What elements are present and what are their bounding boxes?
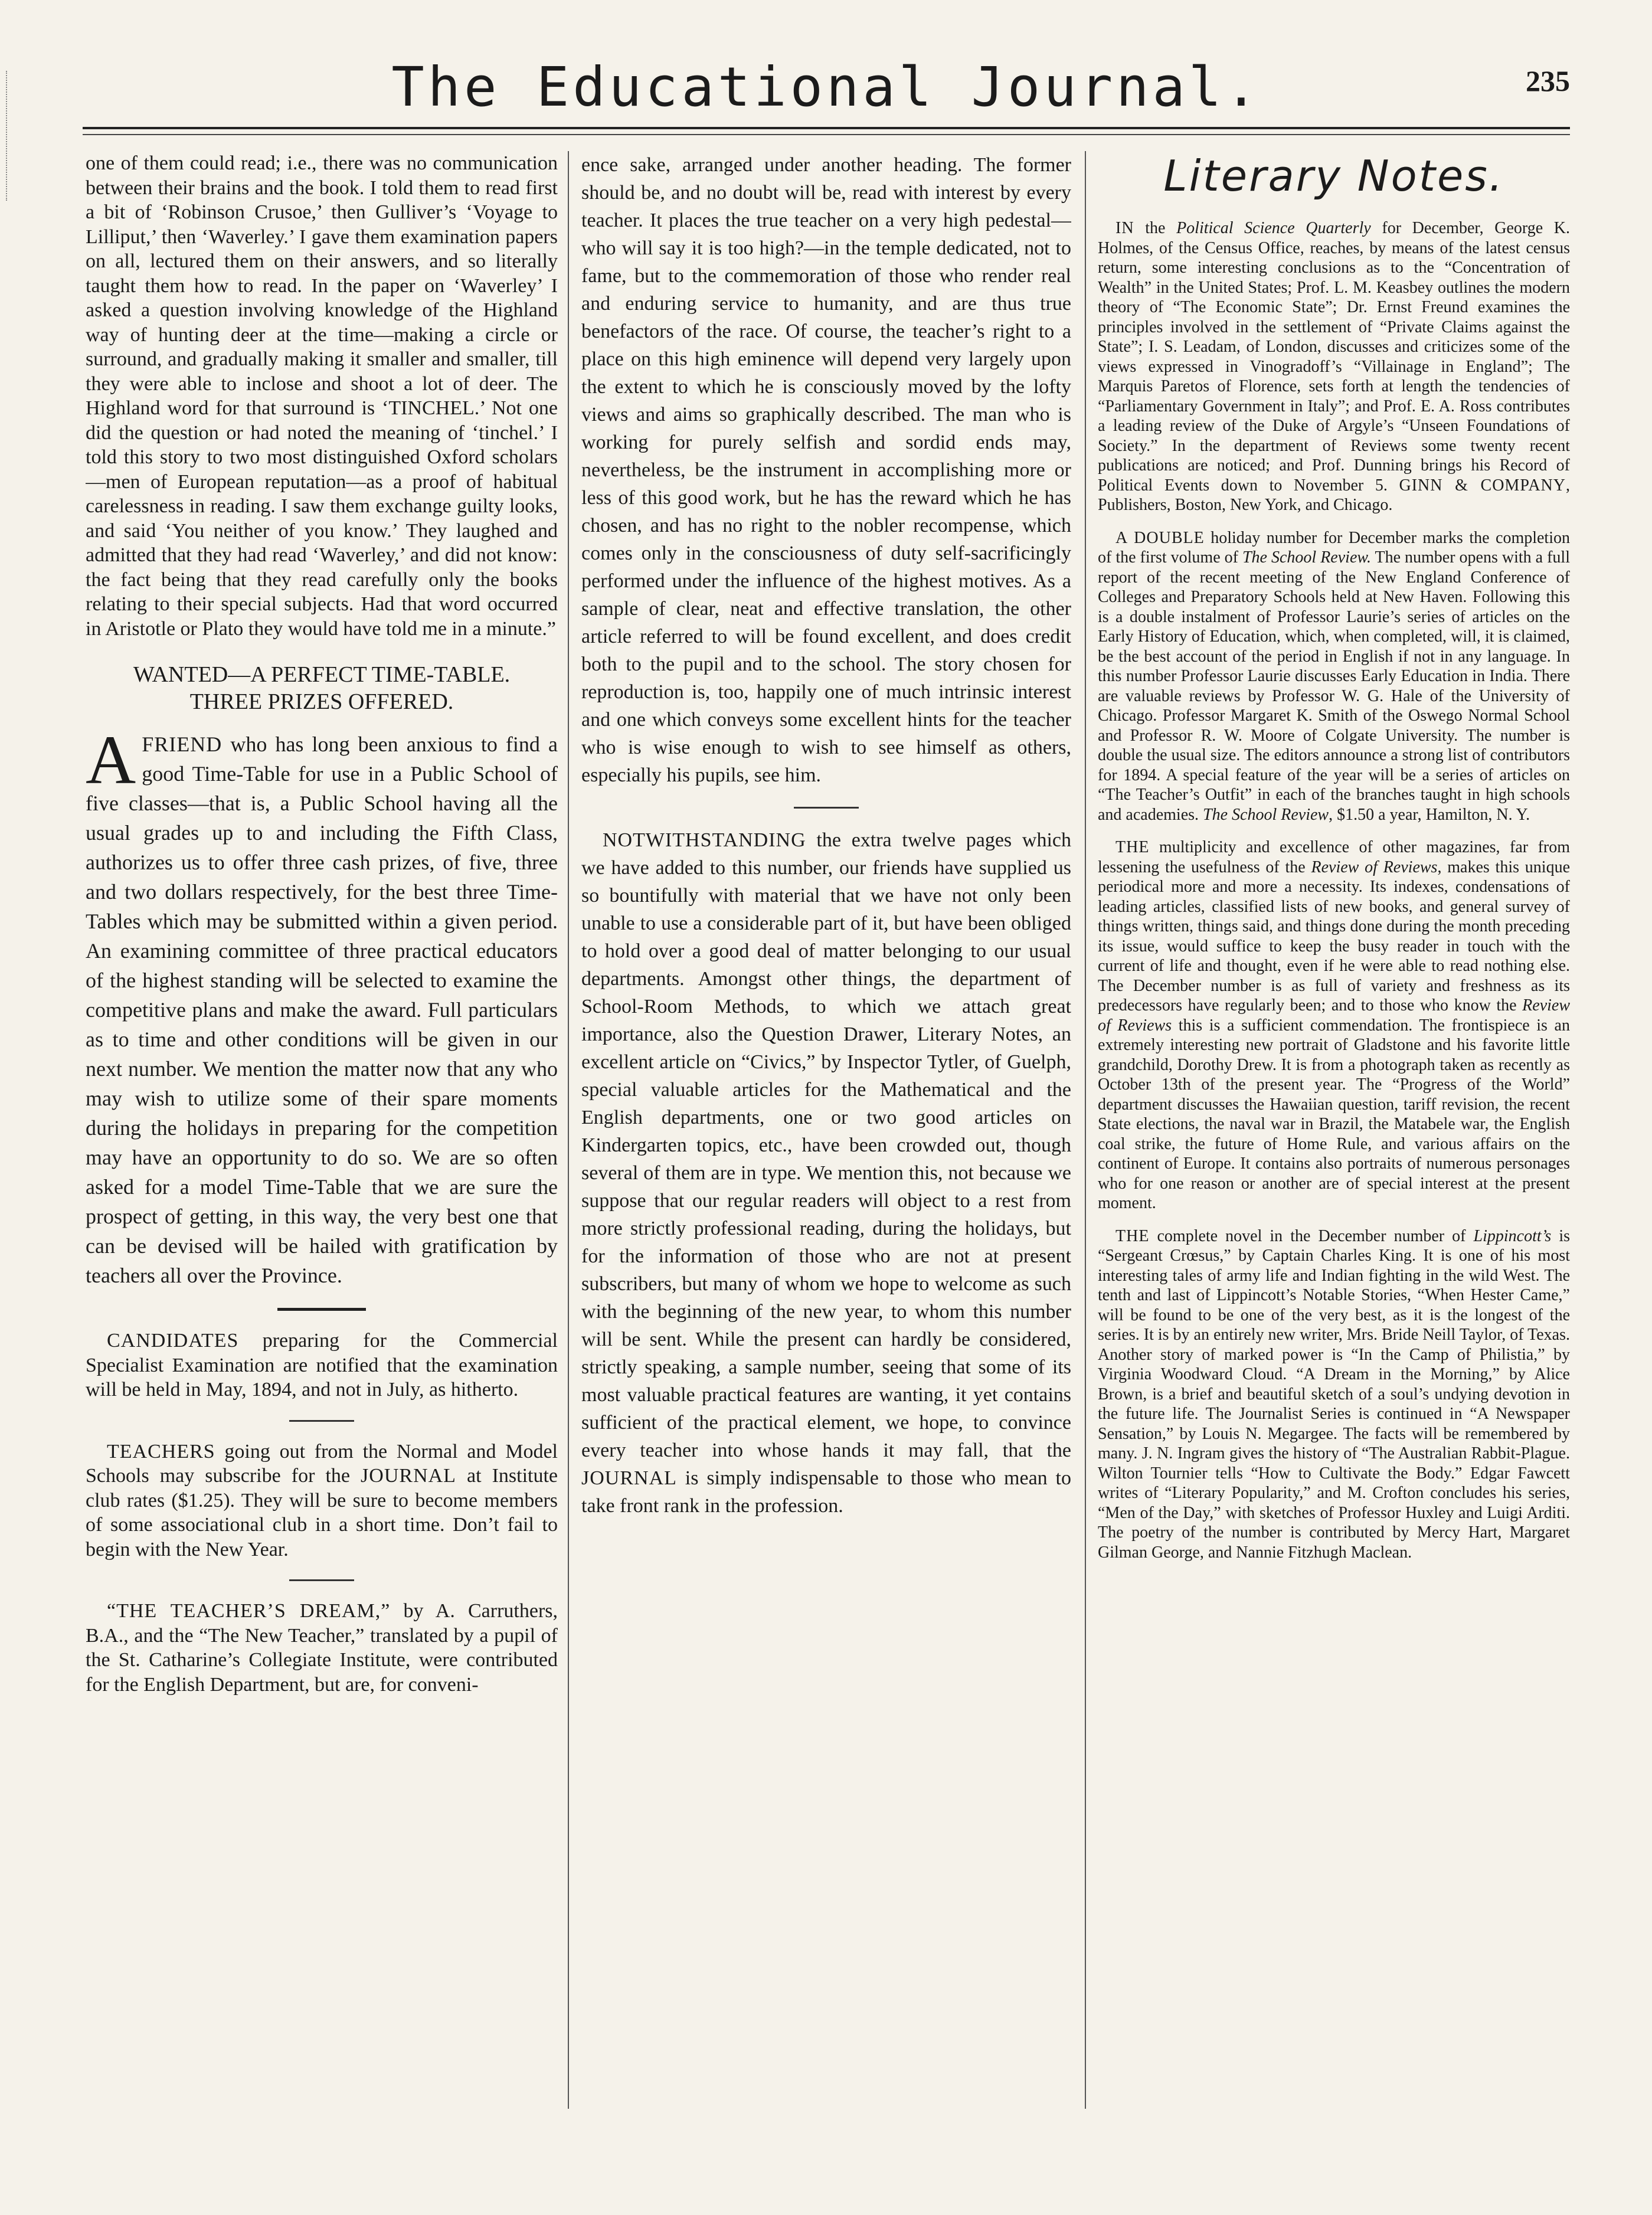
p2-lead: A DOUBLE <box>1115 528 1205 547</box>
candidates-text: preparing for the Commercial Specialist Examination are notified that the examination will be held in May, 1894, and not in July, as hitherto. <box>86 1330 558 1401</box>
page-number: 235 <box>1526 64 1570 97</box>
timetable-lead-word: FRIEND <box>142 732 223 756</box>
column-divider-2 <box>1085 151 1086 2109</box>
p2-text-c: , $1.50 a year, Hamilton, N. Y. <box>1329 805 1530 824</box>
teachers-text-a: going out from the Normal and Model Schools may subscribe for the <box>86 1440 558 1487</box>
teachers-dream-text: by A. Carruthers, B.A., and the “The New Teacher,” translated by a pupil of the St. Catharine’s Collegiate Institute, were contributed for the English Department, but are, for conveni- <box>86 1600 558 1696</box>
school-review-paragraph <box>1098 528 1570 825</box>
p1-text-a: the <box>1134 219 1177 237</box>
teachers-dream-lead: “THE TEACHER’S DREAM,” <box>107 1600 391 1622</box>
section-title-timetable <box>86 661 558 715</box>
section-title-line-1: WANTED—A PERFECT TIME-TABLE. <box>133 662 511 687</box>
drop-cap: A <box>86 721 136 799</box>
p2-text-a: holiday number for December marks the completion of the first volume of <box>1098 528 1570 567</box>
column-2-divider <box>794 807 859 809</box>
p3-text-a: multiplicity and excellence of other magazines, far from lessening the usefulness of the <box>1098 838 1570 876</box>
p3-text-c: this is a sufficient commendation. The frontispiece is an extremely interesting new portrait of Gladstone and his favorite little grandchild, Dorothy Drew. It is from a photograph taken as recently as October 13th of the present year. The “Progress of the World” department discusses the Hawaiian question, tariff revision, the recent State elections, the naval war in Brazil, the Matabele war, the English coal strike, the future of Home Rule, and various affairs on the continent of Europe. It contains also portraits of numerous personages who for one reason or another are of special interest at the present moment. <box>1098 1016 1570 1212</box>
column-2 <box>581 151 1071 2132</box>
literary-notes-heading: Literary Notes. <box>1163 151 1504 201</box>
p3-text-b: , makes this unique periodical more and more a necessity. Its indexes, condensations of leading articles, classified lists of new books, and general survey of things written, things said, and things done during the month preceding its issue, would suffice to keep the busy reader in touch with the current of life and thought, even if he were able to read nothing else. The December number is as full of variety and freshness as its predecessors have regularly been; and to those who know the <box>1098 858 1570 1015</box>
p4-title: Lippincott’s <box>1473 1226 1552 1245</box>
notwithstanding-paragraph <box>581 826 1071 1520</box>
p2-title: The School Review. <box>1242 548 1371 567</box>
journal-title: The Educational Journal. <box>391 55 1261 119</box>
p1-text-c: , Publishers, Boston, New York, and Chicago. <box>1098 476 1570 514</box>
p2-text-b: The number opens with a full report of the recent meeting of the New England Conference of Colleges and Preparatory Schools held at New Haven. Following this is a double instalment of Professor Laurie’s series of articles on the Early History of Education, which, when completed, will, it is claimed, be the best account of the period in English if not in any language. In this number Professor Laurie discusses Early Education in India. There are valuable reviews by Professor W. G. Hale of the University of Chicago. Professor Margaret K. Smith of the Oswego Normal School and Professor R. W. Moore of Colgate University. The number is double the usual size. The editors announce a strong list of contributors for 1894. A special feature of the year will be a series of articles on “The Teacher’s Outfit” in each of the branches taught in high schools and academies. <box>1098 548 1570 824</box>
p3-title: Review of Reviews <box>1311 858 1438 876</box>
p4-text-b: is “Sergeant Crœsus,” by Captain Charles King. It is one of his most interesting tales of army life and Indian fighting in the wild West. The tenth and last of Lippincott’s Notable Stories, “When Hester Came,” will be found to be one of the very best, as it is the longest of the series. It is by an entirely new writer, Mrs. Bride Neill Taylor, of Texas. Another story of marked power is “In the Camp of Philistia,” by Virginia Woodward Cloud. “A Dream in the Morning,” by Alice Brown, is a brief and beautiful sketch of a soul’s undying devotion in the future life. The Journalist Series is continued in “A Newspaper Sensation,” by Louis N. Megargee. The facts will be remembered by many. J. N. Ingram gives the history of “The Australian Rabbit-Plague. Wilton Tournier tells “How to Cultivate the Body.” Edgar Fawcett writes of “Literary Popularity,” and M. Crofton concludes his series, “Men of the Day,” with sketches of Professor Huxley and Luigi Arditi. The poetry of the number is contributed by Mercy Hart, Margaret Gilman George, and Nannie Fitzhugh Maclean. <box>1098 1226 1570 1562</box>
teachers-text-b: at Institute club rates ($1.25). They will be sure to become members of some associational club in a short time. Don’t fail to begin with the New Year. <box>86 1465 558 1560</box>
notwithstanding-text-a: the extra twelve pages which we have added to this number, our friends have supplied us so bountifully with material that we have not only been unable to use a considerable part of it, but have been obliged to hold over a good deal of matter belonging to our usual departments. Amongst other things, the department of School-Room Methods, to which we attach great importance, also the Question Drawer, Literary Notes, an excellent article on “Civics,” by Inspector Tytler, of Guelph, special valuable articles for the Mathematical and the English departments, one or two good articles on Kindergarten topics, etc., have been crowded out, though several of them are in type. We mention this, not because we suppose that our regular readers will object to a rest from more strictly professional reading, during the holidays, but for the information of those who are not at present subscribers, but many of whom we hope to welcome as such with the beginning of the new year, to whom this number will be sent. While the present can hardly be considered, strictly speaking, a sample number, seeing that some of its most valuable practical features are wanting, it yet contains sufficient of the practical element, we hope, to convince every teacher into whose hands it may fall, that the <box>581 829 1071 1461</box>
notwithstanding-journal: JOURNAL <box>581 1467 677 1489</box>
p4-lead: THE <box>1115 1226 1150 1245</box>
column-3 <box>1098 151 1570 2132</box>
teachers-journal: JOURNAL <box>361 1465 456 1487</box>
notwithstanding-text-b: is simply indispensable to those who mean to take front rank in the profession. <box>581 1467 1071 1517</box>
teachers-dream-paragraph <box>86 1599 558 1697</box>
p1-publisher: GINN & COMPANY <box>1399 476 1566 495</box>
column-1 <box>86 151 558 2132</box>
p1-text-b: for December, George K. Holmes, of the Census Office, reaches, by means of the latest census return, some interesting conclusions as to the “Concentration of Wealth” in the United States; Prof. L. M. Keasbey outlines the modern theory of “The Economic State”; Dr. Ernst Freund examines the principles involved in the settlement of “Private Claims against the State”; I. S. Leadam, of London, discusses and criticizes some of the views expressed in Vinogradoff’s “Villainage in England”; The Marquis Paretos of Florence, sets forth at length the tendencies of “Parliamentary Government in Italy”; and Prof. E. A. Ross contributes a leading review of the Duke of Argyle’s “Unseen Foundations of Society.” In the department of Reviews some twenty recent publications are noticed; and Prof. Dunning brings his Record of Political Events down to November 5. <box>1098 219 1570 495</box>
timetable-text: who has long been anxious to find a good Time-Table for use in a Public School of five classes—that is, a Public School having all the usual grades up to and including the Fifth Class, authorizes us to offer three cash prizes, of five, three and two dollars respectively, for the best three Time-Tables which may be submitted within a given period. An examining committee of three practical educators of the highest standing will be selected to examine the competitive plans and make the award. Full particulars as to time and other conditions will be given in our next number. We mention the matter now that any who may wish to utilize some of their spare moments during the holidays in preparing for the competition may have an opportunity to do so. We are so often asked for a model Time-Table that we are sure the prospect of getting, in this way, the very best one that can be devised will be hailed with gratification by teachers all over the Province. <box>86 732 558 1287</box>
scan-edge-marks <box>6 71 18 201</box>
timetable-paragraph <box>86 721 558 1290</box>
p4-text-a: complete novel in the December number of <box>1149 1226 1474 1245</box>
section-title-line-2: THREE PRIZES OFFERED. <box>189 689 454 714</box>
header-rule <box>83 127 1570 129</box>
header-rule-thin <box>83 134 1570 135</box>
review-of-reviews-paragraph <box>1098 837 1570 1213</box>
column-divider-1 <box>568 151 569 2109</box>
teachers-dream-continued: ence sake, arranged under another heading. The former should be, and no doubt will be, read with interest by every teacher. It places the true teacher on a very high pedestal—who will say it is too high?—in the temple dedicated, not to fame, but to the commemoration of those who render real and enduring service to humanity, and are thus true benefactors of the race. Of course, the teacher’s right to a place on this high eminence will depend very largely upon the extent to which he is consciously moved by the lofty views and aims so graphically described. The man who is working for purely selfish and sordid ends may, nevertheless, be the instrument in accomplishing more or less of this good work, but he has the reward which he has chosen, and has no right to the nobler recompense, which comes only in the consciousness of duty self-sacrificingly performed under the influence of the highest motives. As a sample of clear, neat and effective translation, the other article referred to will be found excellent, and does credit both to the pupil and to the school. The story chosen for reproduction is, too, happily one of much intrinsic interest and one which conveys some excellent hints for the teacher who is wise enough to wish to see himself as others, especially his pupils, see him. <box>581 154 1071 786</box>
p1-title: Political Science Quarterly <box>1176 219 1371 237</box>
waverley-paragraph: one of them could read; i.e., there was no communication between their brains and the book. I told them to read first a bit of ‘Robinson Crusoe,’ then Gulliver’s ‘Voyage to Lilliput,’ then ‘Waverley.’ I gave them examination papers on all, lectured them on their answers, and so literally taught them how to read. In the paper on ‘Waverley’ I asked a question involving knowledge of the Highland way of hunting deer at the time—making a circle or surround, and gradually making it smaller and smaller, till they were able to inclose and shoot a lot of deer. The Highland word for that surround is ‘TINCHEL.’ Not one did the question or had noted the meaning of ‘tinchel.’ I told this story to two most distinguished Oxford scholars—men of European reputation—as a proof of habitual carelessness in reading. I saw them exchange guilty looks, and said ‘You neither of you know.’ They laughed and admitted that they had read ‘Waverley,’ and did not know: the fact being that they read carefully only the books relating to their special subjects. Had that word occurred in Aristotle or Plato they would have told me in a minute.” <box>86 152 558 640</box>
teachers-paragraph <box>86 1439 558 1562</box>
short-divider <box>289 1420 354 1422</box>
political-science-paragraph <box>1098 218 1570 515</box>
notwithstanding-lead: NOTWITHSTANDING <box>603 829 806 851</box>
p1-lead: IN <box>1115 219 1134 237</box>
p2-title-2: The School Review <box>1203 805 1329 824</box>
lippincotts-paragraph <box>1098 1226 1570 1563</box>
short-divider-2 <box>289 1579 354 1581</box>
teachers-lead: TEACHERS <box>107 1440 215 1463</box>
p3-lead: THE <box>1115 838 1150 856</box>
page-header <box>83 52 1570 126</box>
candidates-paragraph <box>86 1329 558 1402</box>
p3-title-2: Review of Reviews <box>1098 996 1570 1035</box>
candidates-lead: CANDIDATES <box>107 1330 239 1352</box>
section-divider <box>277 1308 366 1311</box>
